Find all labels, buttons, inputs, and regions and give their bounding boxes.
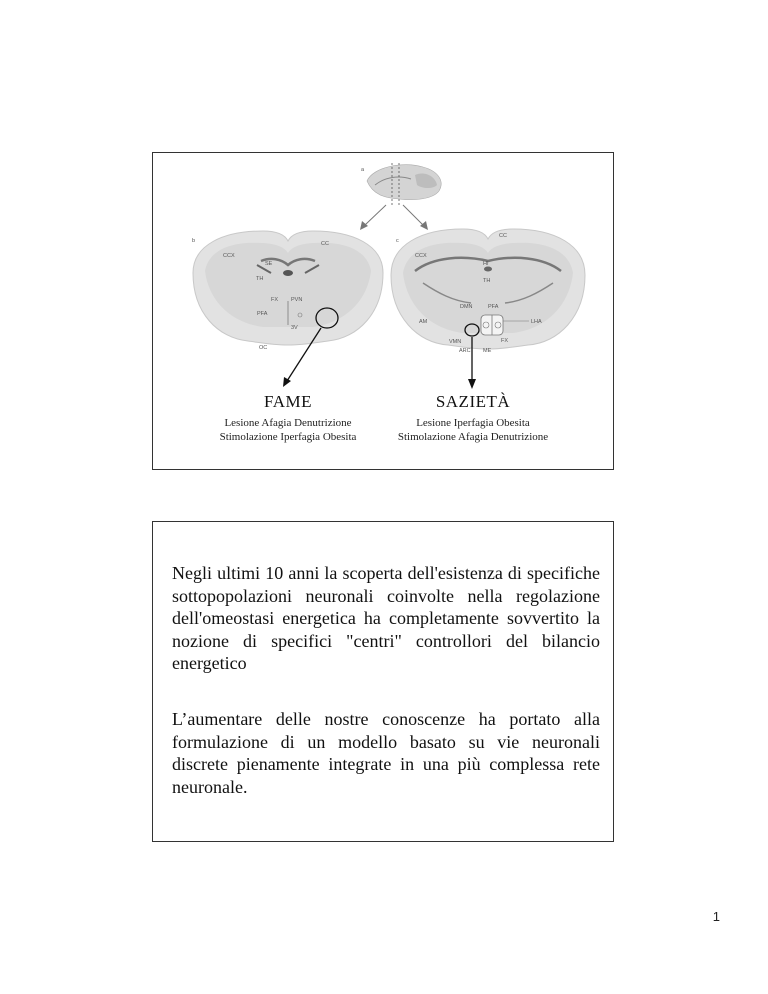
label-ccx-c: CCX [415, 253, 427, 259]
paragraph-2: L’aumentare delle nostre conoscenze ha portato alla formulazione di un modello basato su vie neuronali discrete pienamente integrate in una più complessa rete neuronale. [172, 709, 600, 797]
page-number: 1 [712, 909, 720, 924]
label-th-b: TH [256, 276, 264, 282]
slide-figure [152, 152, 614, 470]
label-pfa-b: PFA [257, 311, 268, 317]
panel-a-label: a [361, 167, 365, 173]
sazieta-title: SAZIETÀ [435, 392, 511, 411]
label-arc-c: ARC [459, 348, 471, 354]
sazieta-line-2: Stimolazione Afagia Denutrizione [397, 431, 549, 443]
sagittal-brain-image [367, 163, 441, 205]
label-lha-c: LHA [531, 319, 542, 325]
label-pfa-c: PFA [488, 304, 499, 310]
label-cc-b: CC [321, 241, 329, 247]
label-fx-c: FX [501, 338, 509, 344]
label-3v-b: 3V [291, 325, 298, 331]
fame-line-2: Stimolazione Iperfagia Obesita [219, 431, 357, 443]
paragraph-1: Negli ultimi 10 anni la scoperta dell'esistenza di specifiche sottopopolazioni neuronali coinvolte nella regolazione dell'omeostasi energetica ha completamente sovvertito la nozione di specifici "centri" controllori del bilancio energetico [172, 563, 600, 673]
label-th-c: TH [483, 278, 491, 284]
label-oc-b: OC [259, 345, 268, 351]
panel-c-label: c [396, 238, 399, 244]
label-am-c: AM [419, 319, 428, 325]
label-hi-c: HI [483, 261, 489, 267]
label-ccx-b: CCX [223, 253, 235, 259]
label-se-b: SE [265, 261, 273, 267]
panel-b-label: b [192, 238, 196, 244]
label-me-c: ME [483, 348, 492, 354]
coronal-section-b [193, 231, 383, 345]
label-fx-b: FX [271, 297, 279, 303]
fame-line-1: Lesione Afagia Denutrizione [224, 417, 352, 429]
slide-text [152, 521, 614, 842]
label-cc-c: CC [499, 233, 507, 239]
coronal-section-c [391, 229, 585, 349]
fame-title: FAME [264, 392, 312, 411]
label-pvn-b: PVN [291, 297, 303, 303]
label-dmn-c: DMN [460, 304, 473, 310]
sazieta-line-1: Lesione Iperfagia Obesita [416, 417, 530, 429]
label-vmn-c: VMN [449, 339, 462, 345]
